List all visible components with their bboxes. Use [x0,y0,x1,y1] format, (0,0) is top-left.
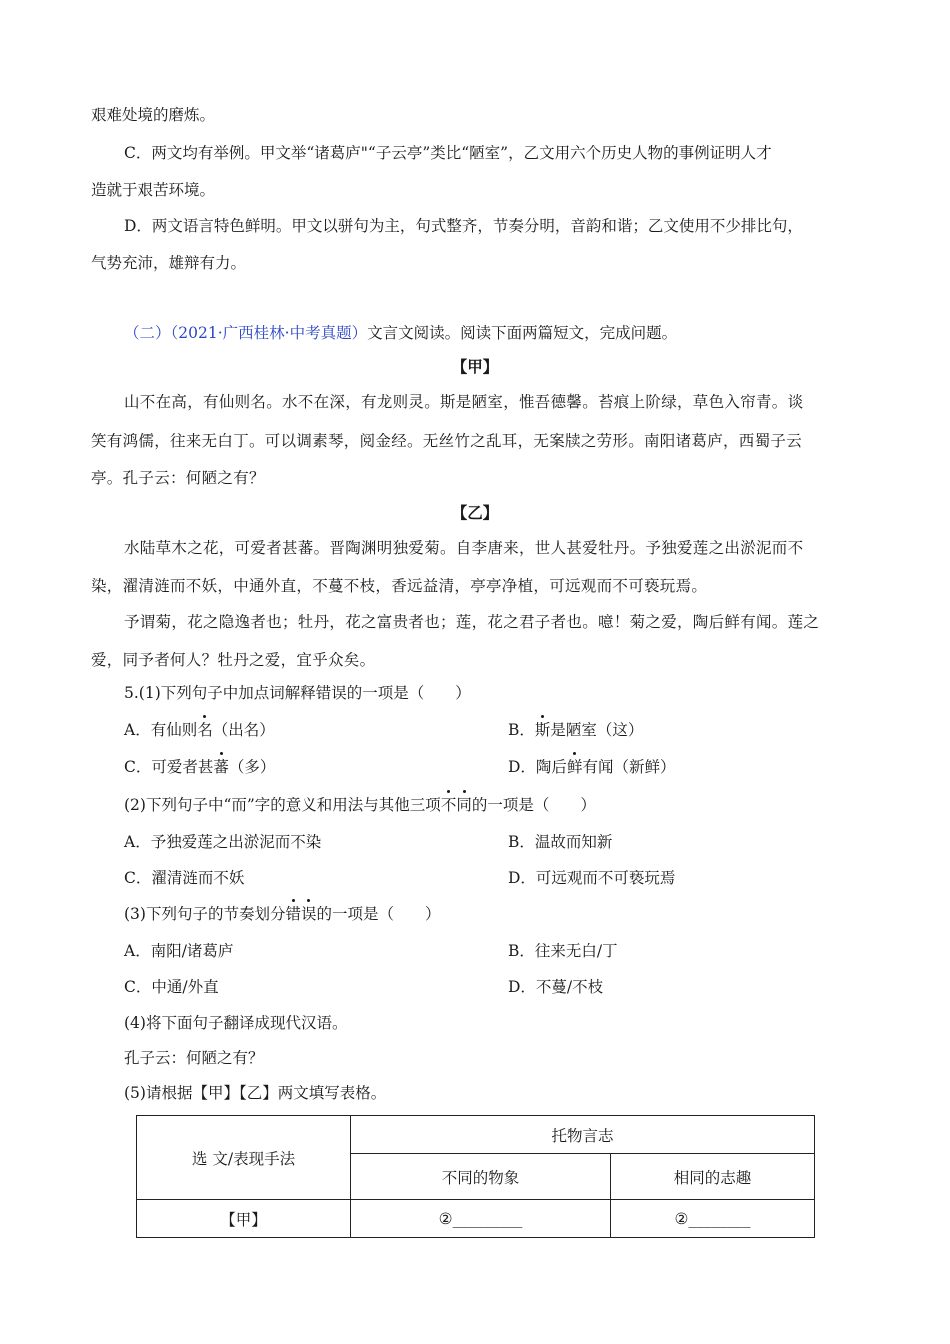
dotted-word: 斯 [534,721,551,739]
question-2-stem: (2)下列句子中“而”字的意义和用法与其他三项不同的一项是（ ） [124,796,596,814]
dotted-word: 鲜 [566,758,583,776]
q2-option-d[interactable]: D．可远观而不可亵玩焉 [508,869,676,887]
passage-jia-line: 笑有鸿儒，往来无白丁。可以调素琴，阅金经。无丝竹之乱耳，无案牍之劳形。南阳诸葛庐，西蜀子云 [91,432,803,450]
q1-option-a[interactable]: A．有仙则名（出名） [124,721,275,739]
q1-option-c[interactable]: C．可爱者甚蕃（多） [124,758,276,776]
prev-option-c: C．两文均有举例。甲文举“诸葛庐"“子云亭”类比“陋室”，乙文用六个历史人物的事例证明人才 [124,144,772,162]
q1-option-d[interactable]: D．陶后鲜有闻（新鲜） [508,758,676,776]
question-1-stem: 5.(1)下列句子中加点词解释错误的一项是（ ） [124,684,471,702]
dotted-word: 错 [285,905,301,923]
passage-yi-line: 水陆草木之花，可爱者甚蕃。晋陶渊明独爱菊。自李唐来，世人甚爱牡丹。予独爱莲之出淤泥而不 [124,539,804,557]
dotted-word: 误 [300,905,317,923]
table-col-header: 相同的志趣 [611,1154,815,1200]
passage-jia-heading: 【甲】 [451,357,499,376]
section-source-link[interactable]: （2021·广西桂林·中考真题） [170,324,368,342]
passage-yi-line: 染，濯清涟而不妖，中通外直，不蔓不枝，香远益清，亭亭净植，可远观而不可亵玩焉。 [91,577,708,595]
answer-table [136,1115,815,1238]
section-number: （二） [124,324,171,342]
q3-option-c[interactable]: C．中通/外直 [124,978,219,996]
prev-option-d: D．两文语言特色鲜明。甲文以骈句为主，句式整齐，节奏分明，音韵和谐；乙文使用不少排比句， [124,217,803,235]
question-5-stem: (5)请根据【甲】【乙】两文填写表格。 [124,1084,387,1102]
q2-option-b[interactable]: B．温故而知新 [508,833,613,851]
q3-option-a[interactable]: A．南阳/诸葛庐 [124,942,234,960]
dotted-word: 名 [197,721,213,739]
question-3-stem: (3)下列句子的节奏划分错误的一项是（ ） [124,905,441,923]
question-4-stem: (4)将下面句子翻译成现代汉语。 [124,1014,348,1032]
passage-yi-heading: 【乙】 [451,503,499,522]
q3-option-b[interactable]: B．往来无白/丁 [508,942,618,960]
table-group-header: 托物言志 [351,1116,815,1154]
q2-option-a[interactable]: A．予独爱莲之出淤泥而不染 [124,833,322,851]
prev-text-line: 艰难处境的磨炼。 [91,106,216,124]
passage-yi-line: 爱，同予者何人？牡丹之爱，宜乎众矣。 [91,651,376,669]
table-row-label: 【甲】 [137,1200,351,1238]
table-col-header: 不同的物象 [351,1154,611,1200]
passage-jia-line: 山不在高，有仙则名。水不在深，有龙则灵。斯是陋室，惟吾德馨。苔痕上阶绿，草色入帘青。谈 [124,393,804,411]
answer-blank[interactable]: ②________ [611,1200,815,1238]
prev-option-c-cont: 造就于艰苦环境。 [91,181,216,199]
q2-option-c[interactable]: C．濯清涟而不妖 [124,869,245,887]
prev-option-d-cont: 气势充沛，雄辩有力。 [91,254,247,272]
answer-blank[interactable]: ②_________ [351,1200,611,1238]
section-instruction: 文言文阅读。阅读下面两篇短文，完成问题。 [367,324,678,342]
passage-yi-line: 予谓菊，花之隐逸者也；牡丹，花之富贵者也；莲，花之君子者也。噫！菊之爱，陶后鲜有闻。莲之 [124,613,820,631]
section-header [124,323,677,343]
dotted-word: 同 [456,796,472,814]
dotted-word: 不 [440,796,457,814]
table-corner-header: 选 文/表现手法 [137,1116,351,1200]
q1-option-b[interactable]: B．斯是陋室（这） [508,721,644,739]
question-4-sentence: 孔子云：何陋之有？ [124,1049,264,1067]
dotted-word: 蕃 [213,758,229,776]
q3-option-d[interactable]: D．不蔓/不枝 [508,978,604,996]
passage-jia-line: 亭。孔子云：何陋之有？ [91,469,265,487]
